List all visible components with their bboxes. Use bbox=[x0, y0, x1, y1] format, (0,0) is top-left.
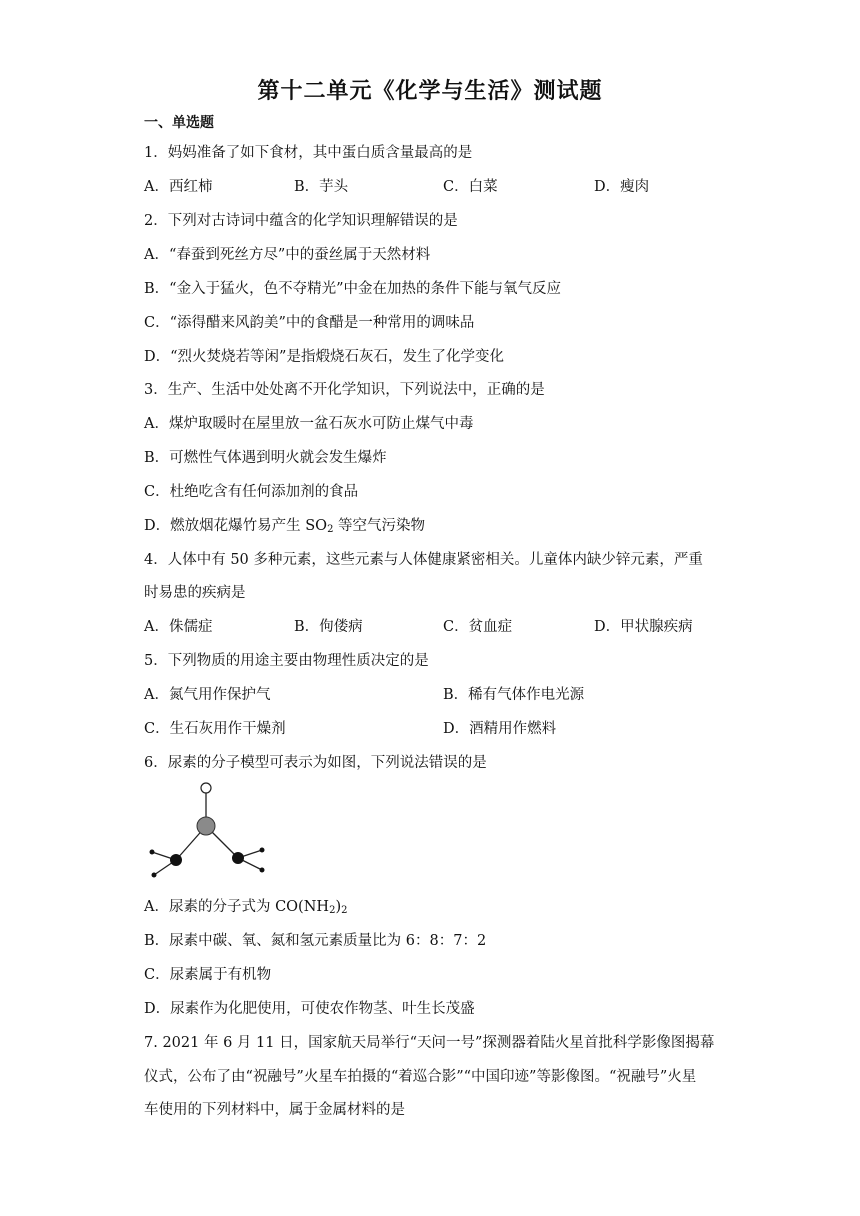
hydrogen-atom bbox=[260, 848, 265, 853]
section-heading: 一、单选题 bbox=[144, 115, 214, 131]
question-3-stem: 3．生产、生活中处处离不开化学知识，下列说法中，正确的是 bbox=[144, 382, 545, 398]
question-5-option-c: C．生石灰用作干燥剂 bbox=[144, 721, 286, 737]
urea-molecule-diagram bbox=[140, 780, 280, 880]
question-7-stem-line-3: 车使用的下列材料中，属于金属材料的是 bbox=[144, 1102, 405, 1118]
question-2-option-a: A．“春蚕到死丝方尽”中的蚕丝属于天然材料 bbox=[144, 247, 431, 263]
carbon-atom bbox=[197, 817, 215, 835]
question-1-option-c: C．白菜 bbox=[443, 179, 498, 195]
question-4-option-a: A．侏儒症 bbox=[144, 619, 213, 635]
nitrogen-atom bbox=[232, 852, 244, 864]
oxygen-atom bbox=[201, 783, 211, 793]
question-4-option-d: D．甲状腺疾病 bbox=[594, 619, 693, 635]
question-5-option-a: A．氮气用作保护气 bbox=[144, 687, 271, 703]
question-2-option-d: D．“烈火焚烧若等闲”是指煅烧石灰石，发生了化学变化 bbox=[144, 349, 504, 365]
subscript: 2 bbox=[329, 905, 336, 916]
question-4-stem-line-2: 时易患的疾病是 bbox=[144, 585, 246, 601]
question-3-option-d-tail: 等空气污染物 bbox=[333, 518, 426, 534]
question-3-option-d bbox=[144, 514, 425, 535]
question-3-option-a: A．煤炉取暖时在屋里放一盆石灰水可防止煤气中毒 bbox=[144, 416, 474, 432]
question-6-option-c: C．尿素属于有机物 bbox=[144, 967, 272, 983]
question-7-stem-line-1: 7. 2021 年 6 月 11 日，国家航天局举行“天问一号”探测器着陆火星首批科学影像图揭幕 bbox=[144, 1035, 715, 1051]
question-1-option-b: B．芋头 bbox=[294, 179, 349, 195]
question-7-stem-line-2: 仪式，公布了由“祝融号”火星车拍摄的“着巡合影”“中国印迹”等影像图。“祝融号”火星 bbox=[144, 1069, 697, 1085]
hydrogen-atom bbox=[152, 873, 157, 878]
subscript: 2 bbox=[341, 905, 348, 916]
question-6-option-a-paren: ) bbox=[335, 899, 342, 915]
page-title: 第十二单元《化学与生活》测试题 bbox=[257, 79, 603, 104]
question-2-option-c: C．“添得醋来风韵美”中的食醋是一种常用的调味品 bbox=[144, 315, 475, 331]
question-6-option-a-text: A．尿素的分子式为 CO(NH bbox=[144, 899, 330, 915]
question-1-stem: 1．妈妈准备了如下食材，其中蛋白质含量最高的是 bbox=[144, 145, 473, 161]
question-1-option-a: A．西红柿 bbox=[144, 179, 213, 195]
question-5-option-d: D．酒精用作燃料 bbox=[443, 721, 557, 737]
question-3-option-d-text: D．燃放烟花爆竹易产生 SO bbox=[144, 518, 328, 534]
question-5-stem: 5．下列物质的用途主要由物理性质决定的是 bbox=[144, 653, 429, 669]
question-6-option-d: D．尿素作为化肥使用，可使农作物茎、叶生长茂盛 bbox=[144, 1001, 475, 1017]
question-4-option-c: C．贫血症 bbox=[443, 619, 513, 635]
question-4-stem-line-1: 4．人体中有 50 多种元素，这些元素与人体健康紧密相关。儿童体内缺少锌元素，严重 bbox=[144, 552, 703, 568]
hydrogen-atom bbox=[260, 868, 265, 873]
question-4-option-b: B．佝偻病 bbox=[294, 619, 363, 635]
question-5-option-b: B．稀有气体作电光源 bbox=[443, 687, 585, 703]
question-3-option-c: C．杜绝吃含有任何添加剂的食品 bbox=[144, 484, 359, 500]
nitrogen-atom bbox=[170, 854, 182, 866]
question-2-option-b: B．“金入于猛火，色不夺精光”中金在加热的条件下能与氧气反应 bbox=[144, 281, 561, 297]
question-2-stem: 2．下列对古诗词中蕴含的化学知识理解错误的是 bbox=[144, 213, 458, 229]
question-3-option-b: B．可燃性气体遇到明火就会发生爆炸 bbox=[144, 450, 387, 466]
hydrogen-atom bbox=[150, 850, 155, 855]
question-1-option-d: D．瘦肉 bbox=[594, 179, 650, 195]
subscript: 2 bbox=[327, 524, 334, 535]
question-6-option-a bbox=[144, 895, 347, 916]
question-6-option-b: B．尿素中碳、氧、氮和氢元素质量比为 6：8：7：2 bbox=[144, 933, 487, 949]
question-6-stem: 6．尿素的分子模型可表示为如图，下列说法错误的是 bbox=[144, 755, 487, 771]
